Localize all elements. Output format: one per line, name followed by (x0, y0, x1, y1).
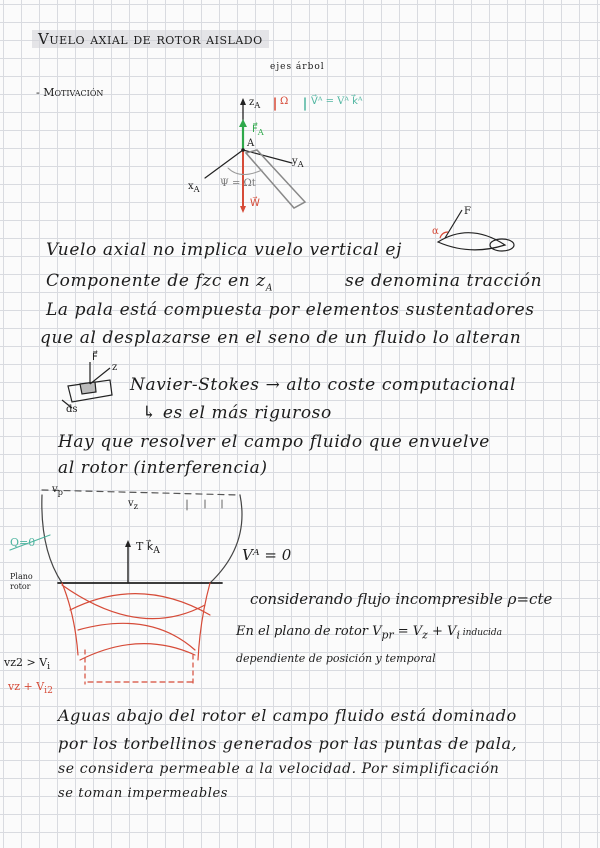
vsum-label: vz + $V_{i2}$ (8, 680, 53, 697)
note-line-3: La pala está compuesta por elementos sustentadores (46, 300, 535, 320)
conclusion-line-1: Aguas abajo del rotor el campo fluido está dominado (58, 706, 517, 725)
va-label: Vᴬ = 0 (242, 546, 292, 564)
ya-label: $y_A$ (292, 156, 304, 169)
top-dashed-line (42, 490, 240, 495)
element-ds-label: ds (66, 404, 78, 415)
right-streamtube (210, 495, 242, 583)
psi-label: Ψ = Ωt (220, 178, 256, 189)
point-a-label: A (247, 138, 255, 149)
incompressible-note: considerando flujo incompresible ρ=cte (250, 590, 553, 608)
psi-arc (228, 168, 262, 175)
note-line-2b: se denomina tracción (345, 271, 543, 291)
sketch-force-label: F (464, 206, 471, 217)
navier-line: Navier-Stokes → alto coste computacional (130, 375, 517, 395)
conclusion-line-3: se considera permeable a la velocidad. Por simplificación (58, 761, 500, 777)
thrust-label: T $k⃗_A$ (136, 540, 160, 557)
q-label: Q=0 (10, 536, 36, 549)
axes-header: ejes árbol (270, 62, 325, 72)
velocity-label: V⃗ᴬ = Vᴬ k⃗ᴬ (311, 96, 363, 107)
za-label: $z_A$ (249, 97, 261, 110)
field-line-2: al rotor (interferencia) (58, 458, 268, 478)
note-line-4: que al desplazarse en el seno de un fluido lo alteran (40, 328, 522, 348)
field-line-1: Hay que resolver el campo fluido que envuelve (58, 432, 490, 452)
slipstream-diagram (10, 490, 242, 684)
plane-label-1: Plano (10, 572, 33, 581)
page-title: Vuelo axial de rotor aislado (32, 30, 269, 48)
force-label: $F⃗_A$ (252, 124, 264, 137)
note-line-2a: Componente de fzc en $z_A$ (46, 271, 273, 294)
wake-vortices (62, 583, 210, 684)
weight-label: W⃗ (250, 198, 260, 209)
note-line-1: Vuelo axial no implica vuelo vertical ej (46, 240, 402, 260)
vz-label: $v_z$ (128, 498, 139, 511)
inflow-ticks (187, 500, 222, 510)
rotor-plane-note: En el plano de rotor $V_{pr} = V_z + V_i$ inducida (236, 624, 503, 642)
left-streamtube (42, 495, 62, 583)
omega-label: Ω (280, 96, 289, 107)
axes-diagram (205, 98, 305, 213)
element-force-label: F⃗ (92, 352, 98, 363)
dependent-note: dependiente de posición y temporal (236, 652, 436, 665)
navier-subline: ↳ es el más riguroso (142, 403, 332, 423)
conclusion-line-4: se toman impermeables (58, 786, 229, 801)
point-a (241, 148, 245, 152)
alpha-label: α (432, 226, 439, 237)
vp-label: $v_p$ (52, 484, 63, 497)
element-z-label: z (112, 362, 118, 373)
section-heading: - Motivación (36, 86, 104, 99)
airfoil-sketch (438, 210, 514, 251)
xa-label: $x_A$ (188, 181, 200, 194)
vz2-label: $vz2 > V_i$ (4, 656, 51, 673)
plane-label-2: rotor (10, 582, 31, 591)
conclusion-line-2: por los torbellinos generados por las puntas de pala, (58, 734, 518, 753)
element-sketch (62, 362, 112, 408)
